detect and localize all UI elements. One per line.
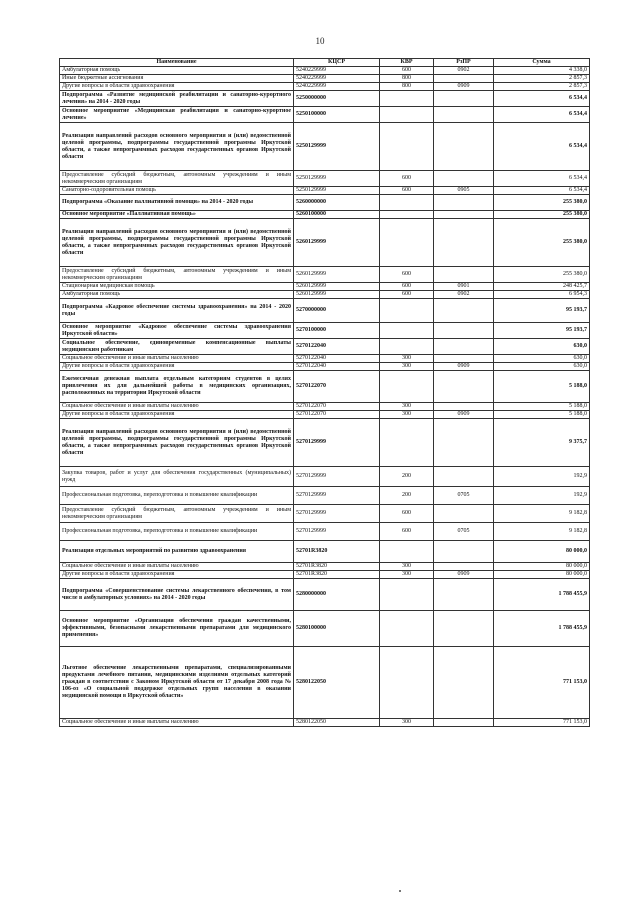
row-sum: 6 534,4 [494, 171, 590, 187]
row-kvr: 600 [380, 187, 434, 195]
row-name: Реализация отдельных мероприятий по развитию здравоохранения [60, 541, 294, 563]
row-sum: 5 188,0 [494, 371, 590, 403]
row-name: Профессиональная подготовка, переподготовка и повышение квалификации [60, 523, 294, 541]
row-kvr [380, 541, 434, 563]
row-sum: 9 375,7 [494, 419, 590, 467]
row-kvr [380, 579, 434, 611]
row-kcsr: 5240229999 [294, 67, 380, 75]
table-row [60, 283, 590, 291]
row-name: Основное мероприятие «Паллиативная помощь» [60, 211, 294, 219]
row-rzpr: 0909 [434, 571, 494, 579]
row-name: Подпрограмма «Развитие медицинской реабилитации и санаторно-курортного лечения» на 2014 - 2020 годы [60, 91, 294, 107]
row-name: Основное мероприятие «Кадровое обеспечение системы здравоохранения Иркутской области» [60, 323, 294, 339]
header-sum: Сумма [494, 59, 590, 67]
table-row [60, 195, 590, 211]
row-kcsr: 52701R3820 [294, 541, 380, 563]
table-row [60, 467, 590, 487]
row-kcsr: 5260129999 [294, 219, 380, 267]
row-kcsr: 5270129999 [294, 467, 380, 487]
row-kvr [380, 339, 434, 355]
row-kcsr: 5270122070 [294, 371, 380, 403]
table-row [60, 523, 590, 541]
row-kvr: 800 [380, 83, 434, 91]
row-kvr: 300 [380, 403, 434, 411]
row-kcsr: 5270122070 [294, 411, 380, 419]
row-name: Социальное обеспечение и иные выплаты населению [60, 719, 294, 727]
table-row [60, 611, 590, 647]
table-row [60, 219, 590, 267]
row-name: Реализация направлений расходов основного мероприятия и (или) ведомственной целевой программы, подпрограммы государственной программы Иркутской области, а также непрограммных расходов государственных органов Иркутской области [60, 419, 294, 467]
row-kvr [380, 123, 434, 171]
row-sum: 255 380,0 [494, 219, 590, 267]
row-kcsr: 5270100000 [294, 323, 380, 339]
row-sum: 80 000,0 [494, 563, 590, 571]
table-row [60, 267, 590, 283]
row-rzpr [434, 647, 494, 719]
row-sum: 6 954,3 [494, 291, 590, 299]
row-kcsr: 5270122040 [294, 355, 380, 363]
row-sum: 5 188,0 [494, 403, 590, 411]
row-rzpr [434, 171, 494, 187]
row-sum: 2 857,3 [494, 83, 590, 91]
row-sum: 4 338,0 [494, 67, 590, 75]
header-rzpr: РзПР [434, 59, 494, 67]
row-rzpr [434, 563, 494, 571]
table-row [60, 211, 590, 219]
row-rzpr: 0902 [434, 67, 494, 75]
row-sum: 95 193,7 [494, 299, 590, 323]
table-row [60, 187, 590, 195]
row-rzpr [434, 403, 494, 411]
row-kvr: 300 [380, 571, 434, 579]
row-kvr: 300 [380, 719, 434, 727]
row-name: Реализация направлений расходов основного мероприятия и (или) ведомственной целевой программы, подпрограммы государственной программы Иркутской области, а также непрограммных расходов государственных органов Иркутской области [60, 219, 294, 267]
row-kcsr: 5270122040 [294, 339, 380, 355]
row-kvr [380, 211, 434, 219]
table-row [60, 363, 590, 371]
table-row [60, 323, 590, 339]
row-name: Реализация направлений расходов основного мероприятия и (или) ведомственной целевой программы, подпрограммы государственной программы Иркутской области, а также непрограммных расходов государственных органов Иркутской области [60, 123, 294, 171]
table-row [60, 299, 590, 323]
row-sum: 1 788 455,9 [494, 579, 590, 611]
row-kvr [380, 323, 434, 339]
row-kvr: 600 [380, 171, 434, 187]
row-sum: 6 534,4 [494, 123, 590, 171]
row-kcsr: 5260000000 [294, 195, 380, 211]
row-kvr: 300 [380, 563, 434, 571]
row-sum: 630,0 [494, 339, 590, 355]
table-row [60, 579, 590, 611]
scan-speck [399, 890, 401, 892]
row-name: Социальное обеспечение и иные выплаты населению [60, 355, 294, 363]
row-kcsr: 5240229999 [294, 83, 380, 91]
table-row [60, 355, 590, 363]
row-rzpr: 0905 [434, 187, 494, 195]
row-name: Подпрограмма «Оказание паллиативной помощи» на 2014 - 2020 годы [60, 195, 294, 211]
table-row [60, 371, 590, 403]
table-row [60, 123, 590, 171]
row-sum: 80 000,0 [494, 541, 590, 563]
row-kvr: 600 [380, 291, 434, 299]
row-name: Подпрограмма «Совершенствование системы лекарственного обеспечения, в том числе в амбулаторных условиях» на 2014 - 2020 годы [60, 579, 294, 611]
row-kcsr: 5260100000 [294, 211, 380, 219]
row-kcsr: 5280000000 [294, 579, 380, 611]
row-name: Ежемесячная денежная выплата отдельным категориям студентов в целях привлечения их для дальнейшей работы в медицинских организациях, расположенных на территории Иркутской области [60, 371, 294, 403]
header-kcsr: КЦСР [294, 59, 380, 67]
row-rzpr [434, 541, 494, 563]
row-rzpr [434, 611, 494, 647]
row-sum: 95 193,7 [494, 323, 590, 339]
row-sum: 255 380,0 [494, 267, 590, 283]
row-rzpr: 0909 [434, 411, 494, 419]
table-row [60, 339, 590, 355]
row-kcsr: 5250129999 [294, 187, 380, 195]
row-sum: 630,0 [494, 363, 590, 371]
table-row [60, 719, 590, 727]
row-name: Предоставление субсидий бюджетным, автономным учреждениям и иным некоммерческим организациям [60, 171, 294, 187]
row-kcsr: 5270129999 [294, 523, 380, 541]
row-kcsr: 52701R3820 [294, 563, 380, 571]
row-kvr: 300 [380, 363, 434, 371]
table-row [60, 419, 590, 467]
row-kvr: 800 [380, 75, 434, 83]
row-rzpr: 0909 [434, 363, 494, 371]
row-sum: 9 182,8 [494, 505, 590, 523]
table-row [60, 505, 590, 523]
row-name: Другие вопросы в области здравоохранения [60, 83, 294, 91]
table-row [60, 291, 590, 299]
row-name: Основное мероприятие «Организация обеспечения граждан качественными, эффективными, безопасными лекарственными препаратами для медицинского применения» [60, 611, 294, 647]
row-kvr: 600 [380, 283, 434, 291]
row-kcsr: 5270129999 [294, 419, 380, 467]
row-name: Иные бюджетные ассигнования [60, 75, 294, 83]
table-row [60, 67, 590, 75]
row-rzpr [434, 719, 494, 727]
table-row [60, 107, 590, 123]
row-kvr [380, 219, 434, 267]
table-row [60, 563, 590, 571]
row-rzpr [434, 91, 494, 107]
row-rzpr: 0705 [434, 523, 494, 541]
row-name: Другие вопросы в области здравоохранения [60, 571, 294, 579]
row-name: Социальное обеспечение, единовременные компенсационные выплаты медицинским работникам [60, 339, 294, 355]
row-kvr: 600 [380, 267, 434, 283]
row-rzpr: 0909 [434, 83, 494, 91]
row-kcsr: 52701R3820 [294, 571, 380, 579]
row-rzpr [434, 355, 494, 363]
row-sum: 6 534,4 [494, 107, 590, 123]
table-row [60, 83, 590, 91]
row-name: Амбулаторная помощь [60, 291, 294, 299]
row-name: Профессиональная подготовка, переподготовка и повышение квалификации [60, 487, 294, 505]
header-kvr: КВР [380, 59, 434, 67]
row-name: Основное мероприятие «Медицинская реабилитация и санаторно-курортное лечение» [60, 107, 294, 123]
row-rzpr [434, 467, 494, 487]
row-kcsr: 5270122070 [294, 403, 380, 411]
row-sum: 5 188,0 [494, 411, 590, 419]
row-rzpr: 0901 [434, 283, 494, 291]
table-row [60, 91, 590, 107]
row-rzpr [434, 219, 494, 267]
row-rzpr [434, 195, 494, 211]
row-sum: 248 425,7 [494, 283, 590, 291]
row-sum: 192,9 [494, 487, 590, 505]
table-row [60, 411, 590, 419]
row-kvr [380, 647, 434, 719]
row-kcsr: 5260129999 [294, 291, 380, 299]
row-rzpr [434, 505, 494, 523]
table-header-row [60, 59, 590, 67]
row-name: Предоставление субсидий бюджетным, автономным учреждениям и иным некоммерческим организациям [60, 505, 294, 523]
row-name: Подпрограмма «Кадровое обеспечение системы здравоохранения» на 2014 - 2020 годы [60, 299, 294, 323]
row-rzpr [434, 579, 494, 611]
row-kvr: 200 [380, 487, 434, 505]
row-name: Другие вопросы в области здравоохранения [60, 411, 294, 419]
row-rzpr [434, 299, 494, 323]
row-name: Другие вопросы в области здравоохранения [60, 363, 294, 371]
row-rzpr [434, 211, 494, 219]
row-kcsr: 5270000000 [294, 299, 380, 323]
row-sum: 255 380,0 [494, 195, 590, 211]
row-sum: 255 380,0 [494, 211, 590, 219]
row-kvr [380, 299, 434, 323]
row-sum: 80 000,0 [494, 571, 590, 579]
row-kcsr: 5270129999 [294, 505, 380, 523]
row-kcsr: 5240229999 [294, 75, 380, 83]
row-rzpr: 0705 [434, 487, 494, 505]
row-rzpr [434, 419, 494, 467]
row-name: Закупка товаров, работ и услуг для обеспечения государственных (муниципальных) нужд [60, 467, 294, 487]
row-kvr [380, 419, 434, 467]
row-sum: 6 534,4 [494, 91, 590, 107]
row-name: Социальное обеспечение и иные выплаты населению [60, 403, 294, 411]
row-kvr [380, 107, 434, 123]
row-sum: 771 153,0 [494, 647, 590, 719]
row-sum: 9 182,8 [494, 523, 590, 541]
row-kcsr: 5260129999 [294, 283, 380, 291]
row-kvr: 600 [380, 67, 434, 75]
row-name: Санаторно-оздоровительная помощь [60, 187, 294, 195]
row-kvr: 300 [380, 411, 434, 419]
table-row [60, 647, 590, 719]
table-row [60, 487, 590, 505]
row-kvr: 300 [380, 355, 434, 363]
row-kcsr: 5270122040 [294, 363, 380, 371]
row-kcsr: 5280122050 [294, 719, 380, 727]
row-kcsr: 5250129999 [294, 123, 380, 171]
table-row [60, 403, 590, 411]
row-name: Льготное обеспечение лекарственными препаратами, специализированными продуктами лечебного питания, медицинскими изделиями отдельных категорий граждан в соответствии с Законом Иркутской области от 17 декабря 2008 года № 106-оз «О социальной поддержке отдельных групп населения в оказании медицинской помощи в Иркутской области» [60, 647, 294, 719]
budget-table [59, 58, 590, 727]
row-name: Предоставление субсидий бюджетным, автономным учреждениям и иным некоммерческим организациям [60, 267, 294, 283]
row-sum: 192,9 [494, 467, 590, 487]
row-rzpr [434, 371, 494, 403]
row-kcsr: 5250000000 [294, 91, 380, 107]
row-sum: 1 788 455,9 [494, 611, 590, 647]
row-sum: 630,0 [494, 355, 590, 363]
row-kcsr: 5280122050 [294, 647, 380, 719]
row-sum: 771 153,0 [494, 719, 590, 727]
row-sum: 6 534,4 [494, 187, 590, 195]
row-kvr [380, 611, 434, 647]
table-row [60, 571, 590, 579]
row-rzpr [434, 123, 494, 171]
row-name: Социальное обеспечение и иные выплаты населению [60, 563, 294, 571]
row-name: Стационарная медицинская помощь [60, 283, 294, 291]
row-rzpr [434, 323, 494, 339]
row-kvr [380, 371, 434, 403]
row-rzpr [434, 107, 494, 123]
row-kvr: 200 [380, 467, 434, 487]
row-rzpr [434, 267, 494, 283]
header-name: Наименование [60, 59, 294, 67]
table-row [60, 541, 590, 563]
page-number: 10 [315, 36, 325, 46]
row-name: Амбулаторная помощь [60, 67, 294, 75]
table-row [60, 171, 590, 187]
row-sum: 2 857,3 [494, 75, 590, 83]
table-row [60, 75, 590, 83]
row-kcsr: 5250129999 [294, 171, 380, 187]
row-kcsr: 5250100000 [294, 107, 380, 123]
row-rzpr: 0902 [434, 291, 494, 299]
row-kvr [380, 91, 434, 107]
row-kvr [380, 195, 434, 211]
row-kcsr: 5260129999 [294, 267, 380, 283]
row-kvr: 600 [380, 505, 434, 523]
row-rzpr [434, 339, 494, 355]
table-body [60, 67, 590, 727]
row-kcsr: 5280100000 [294, 611, 380, 647]
row-kcsr: 5270129999 [294, 487, 380, 505]
row-kvr: 600 [380, 523, 434, 541]
row-rzpr [434, 75, 494, 83]
